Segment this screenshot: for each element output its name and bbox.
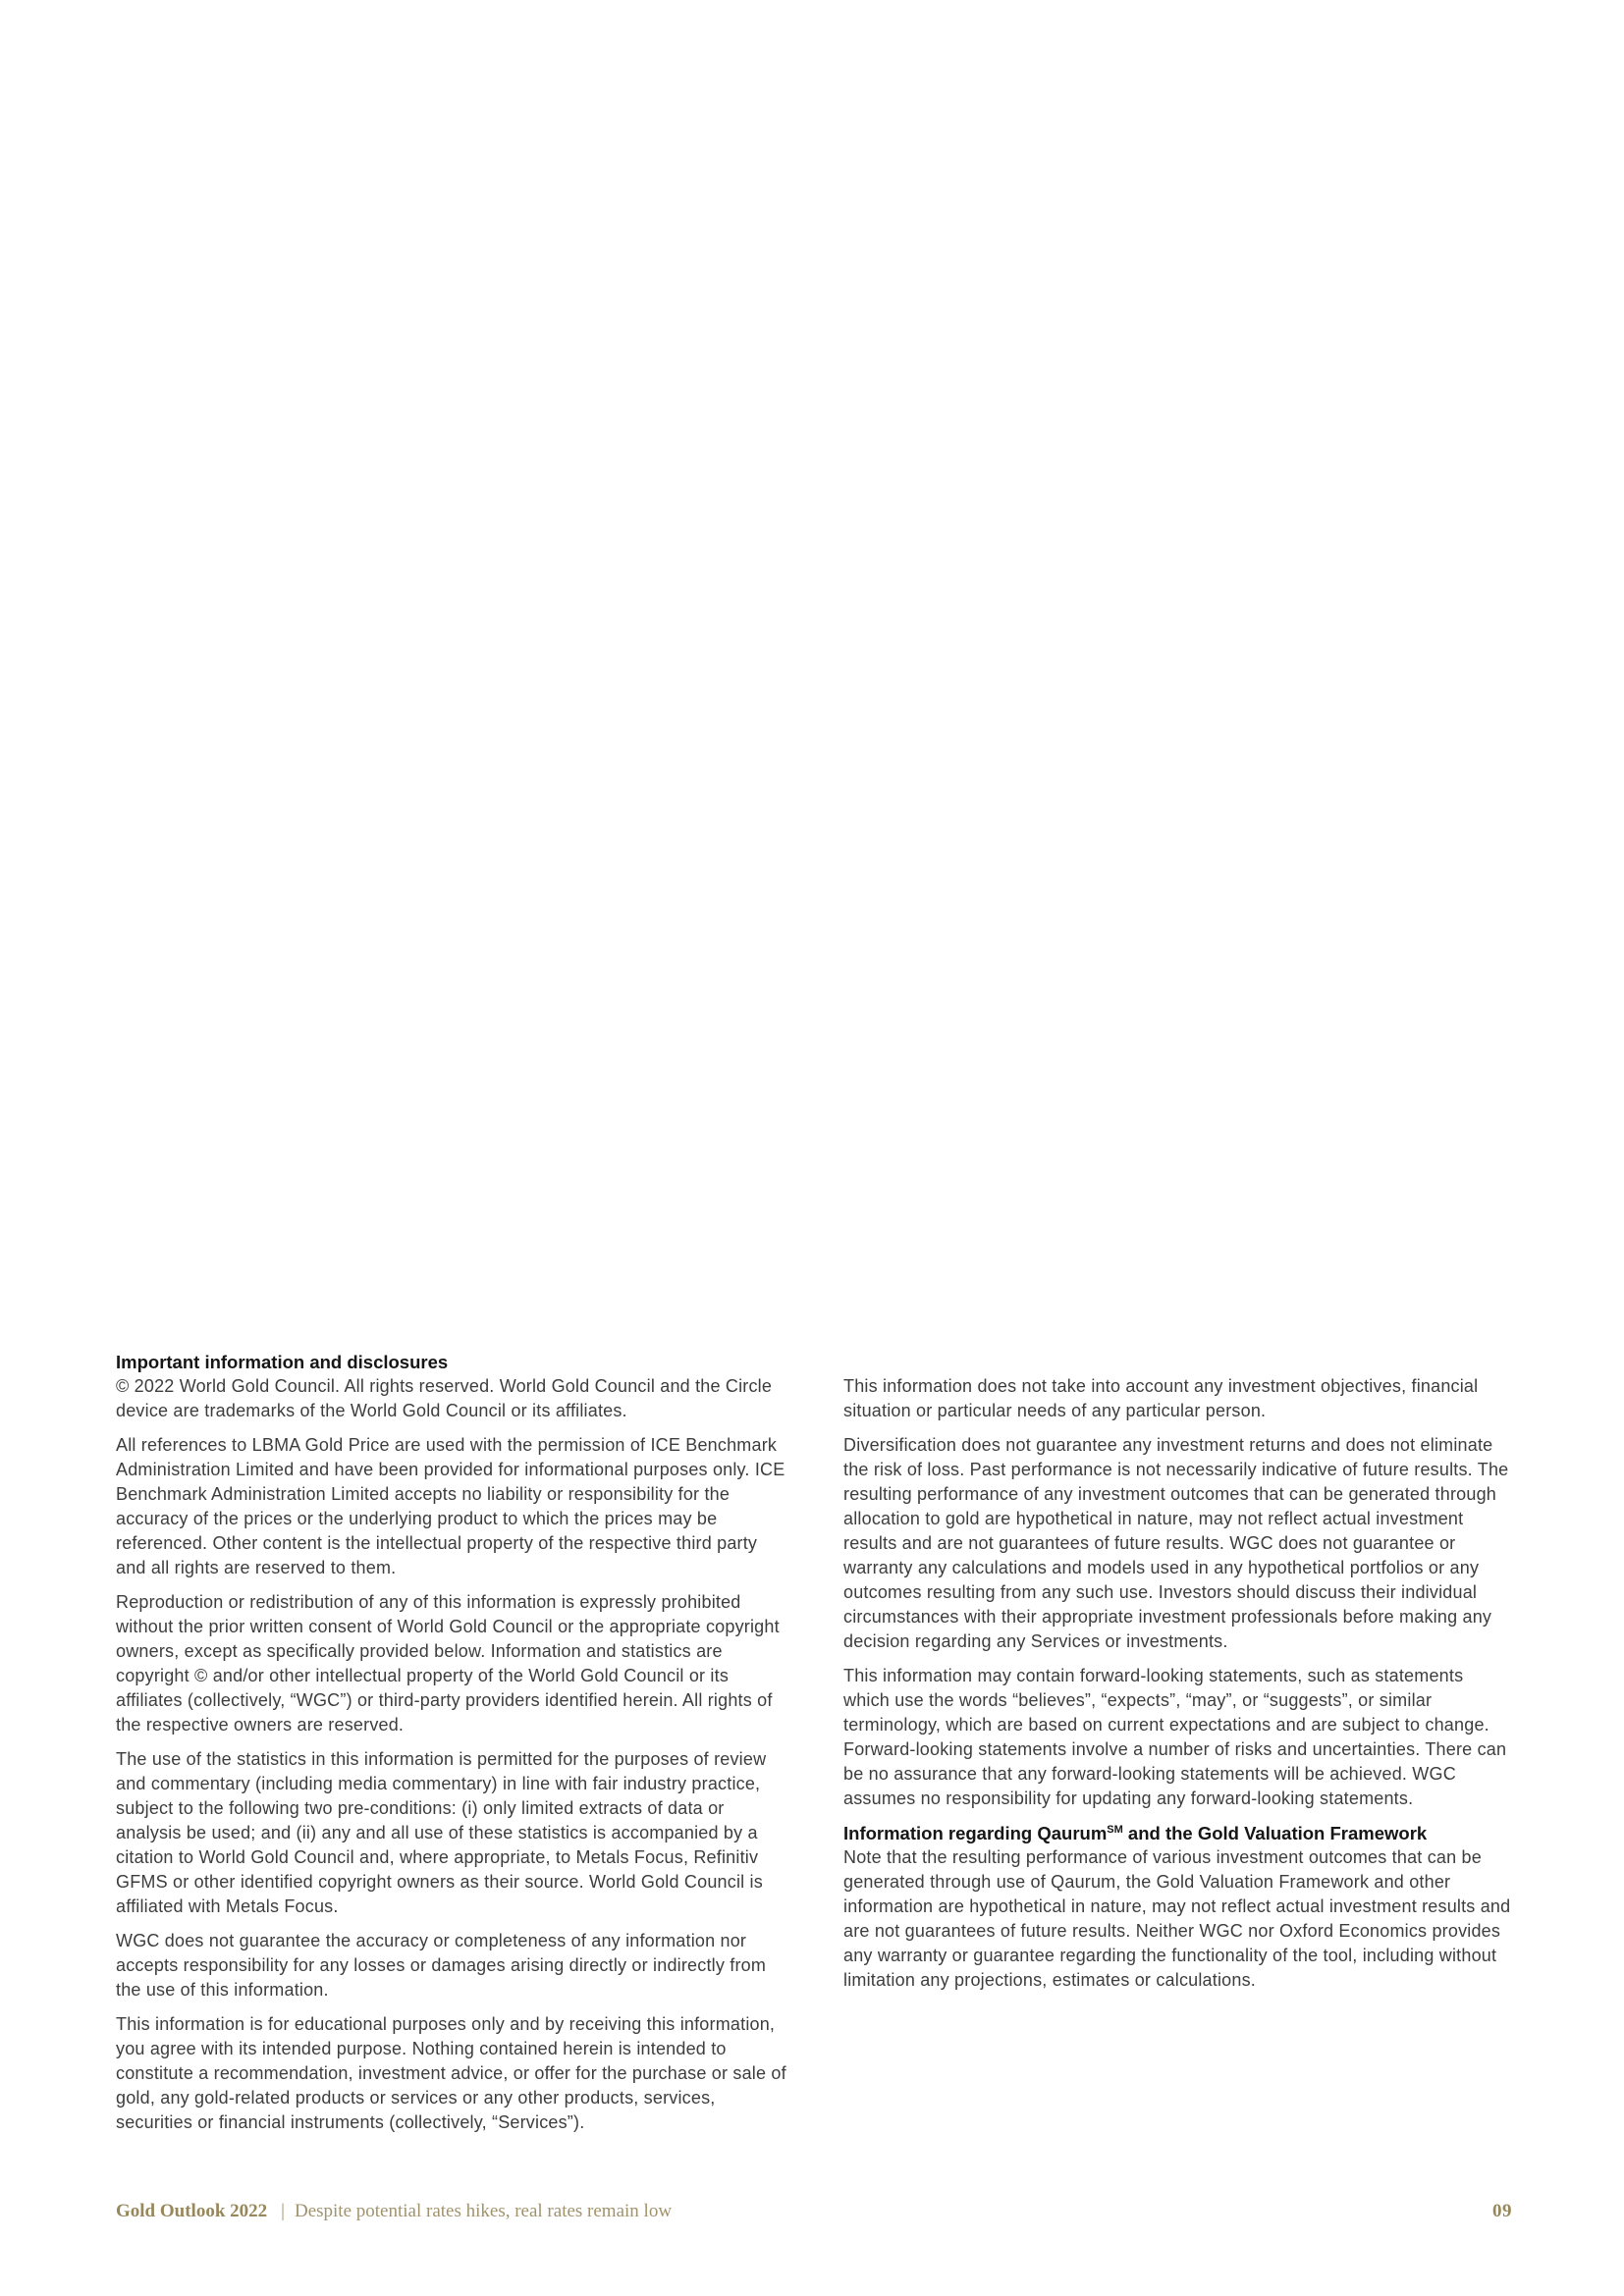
- service-mark-superscript: SM: [1107, 1823, 1123, 1836]
- disclosures-left-column: [116, 1350, 786, 2135]
- qaurum-heading: [843, 1821, 1514, 1845]
- disclosure-paragraph: This information may contain forward-looking statements, such as statements which use the words “believes”, “expects”, “may”, or “suggests”, or similar terminology, which are based on current expectations and are subject to change. Forward-looking statements involve a number of risks and uncertainties. There can be no assurance that any forward-looking statements will be achieved. WGC assumes no responsibility for updating any forward-looking statements.: [843, 1666, 1507, 1808]
- footer-left-group: [116, 2199, 672, 2224]
- qaurum-heading-text: and the Gold Valuation Framework: [1122, 1823, 1428, 1843]
- disclosures-heading: Important information and disclosures: [116, 1352, 449, 1372]
- footer-divider: |: [281, 2201, 285, 2221]
- footer-report-subtitle: Despite potential rates hikes, real rates remain low: [294, 2201, 673, 2221]
- footer-report-title: Gold Outlook 2022: [116, 2201, 268, 2221]
- disclosure-paragraph: © 2022 World Gold Council. All rights reserved. World Gold Council and the Circle device are trademarks of the World Gold Council or its affiliates.: [116, 1376, 773, 1420]
- disclosure-paragraph: Reproduction or redistribution of any of this information is expressly prohibited without the prior written consent of World Gold Council or the appropriate copyright owners, except as specifically provided below. Information and statistics are copyright © and/or other intellectual property of the World Gold Council or its affiliates (collectively, “WGC”) or third-party providers identified herein. All rights of the respective owners are reserved.: [116, 1592, 780, 1735]
- page-footer: [116, 2199, 1512, 2224]
- disclosure-paragraph: The use of the statistics in this information is permitted for the purposes of review and commentary (including media commentary) in line with fair industry practice, subject to the following two pre-conditions: (i) only limited extracts of data or analysis be used; and (ii) any and all use of these statistics is accompanied by a citation to World Gold Council and, where appropriate, to Metals Focus, Refinitiv GFMS or other identified copyright owners as their source. World Gold Council is affiliated with Metals Focus.: [116, 1749, 767, 1916]
- disclosures-section: [116, 1350, 1514, 2135]
- page-number: 09: [1492, 2201, 1512, 2221]
- qaurum-heading-text: Information regarding Qaurum: [843, 1823, 1108, 1843]
- disclosure-paragraph: Diversification does not guarantee any investment returns and does not eliminate the risk of loss. Past performance is not necessarily indicative of future results. The resulting performance of any investment outcomes that can be generated through allocation to gold are hypothetical in nature, may not reflect actual investment results and are not guarantees of future results. WGC does not guarantee or warranty any calculations and models used in any hypothetical portfolios or any outcomes resulting from any such use. Investors should discuss their individual circumstances with their appropriate investment professionals before making any decision regarding any Services or investments.: [843, 1435, 1509, 1651]
- disclosure-paragraph: Note that the resulting performance of various investment outcomes that can be generated through use of Qaurum, the Gold Valuation Framework and other information are hypothetical in nature, may not reflect actual investment results and are not guarantees of future results. Neither WGC nor Oxford Economics provides any warranty or guarantee regarding the functionality of the tool, including without limitation any projections, estimates or calculations.: [843, 1847, 1511, 1990]
- disclosures-right-column: [843, 1350, 1514, 2135]
- disclosure-paragraph: This information is for educational purposes only and by receiving this information, you agree with its intended purpose. Nothing contained herein is intended to constitute a recommendation, investment advice, or offer for the purchase or sale of gold, any gold-related products or services or any other products, services, securities or financial instruments (collectively, “Services”).: [116, 2014, 786, 2132]
- disclosure-paragraph: This information does not take into account any investment objectives, financial situation or particular needs of any particular person.: [843, 1376, 1479, 1420]
- disclosure-paragraph: All references to LBMA Gold Price are used with the permission of ICE Benchmark Administration Limited and have been provided for informational purposes only. ICE Benchmark Administration Limited accepts no liability or responsibility for the accuracy of the prices or the underlying product to which the prices may be referenced. Other content is the intellectual property of the respective third party and all rights are reserved to them.: [116, 1435, 785, 1577]
- disclosure-paragraph: WGC does not guarantee the accuracy or completeness of any information nor accepts responsibility for any losses or damages arising directly or indirectly from the use of this information.: [116, 1931, 767, 2000]
